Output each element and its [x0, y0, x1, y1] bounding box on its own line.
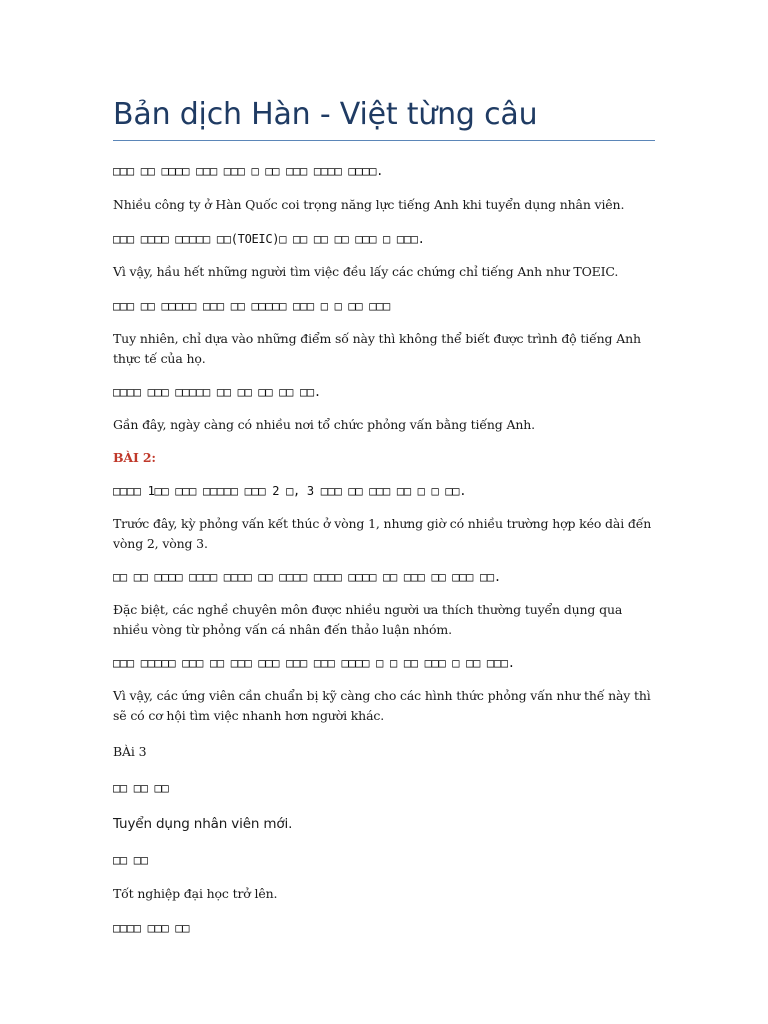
- document-title: Bản dịch Hàn - Việt từng câu: [113, 97, 538, 132]
- korean-sentence-7: □□□ □□□□□ □□□ □□ □□□ □□□ □□□ □□□ □□□□ □ □ □□ □□□ □ □□ □□□.: [113, 656, 515, 670]
- korean-sentence-5: □□□□ 1□□ □□□ □□□□□ □□□ 2 □, 3 □□□ □□ □□□ □□ □ □ □□.: [113, 484, 467, 498]
- section-heading-bai-2: BÀI 2:: [113, 450, 156, 465]
- korean-phrase-1: □□ □□ □□: [113, 781, 169, 795]
- document-body: [113, 161, 658, 938]
- document-page: [113, 0, 658, 938]
- vietnamese-sentence-4: Gần đây, ngày càng có nhiều nơi tổ chức phỏng vấn bằng tiếng Anh.: [113, 417, 535, 432]
- vietnamese-sentence-2: Vì vậy, hầu hết những người tìm việc đều lấy các chứng chỉ tiếng Anh như TOEIC.: [113, 264, 619, 279]
- korean-sentence-1: □□□ □□ □□□□ □□□ □□□ □ □□ □□□ □□□□ □□□□.: [113, 164, 384, 178]
- korean-sentence-3: □□□ □□ □□□□□ □□□ □□ □□□□□ □□□ □ □ □□ □□□: [113, 299, 390, 313]
- vietnamese-sentence-1: Nhiều công ty ở Hàn Quốc coi trọng năng lực tiếng Anh khi tuyển dụng nhân viên.: [113, 197, 625, 212]
- korean-sentence-6: □□ □□ □□□□ □□□□ □□□□ □□ □□□□ □□□□ □□□□ □□ □□□ □□ □□□ □□.: [113, 570, 501, 584]
- vietnamese-phrase-2: Tốt nghiệp đại học trở lên.: [113, 886, 278, 901]
- section-heading-bai-3: BÀi 3: [113, 744, 147, 759]
- korean-phrase-2: □□ □□: [113, 853, 148, 867]
- title-underline: [113, 140, 655, 141]
- vietnamese-phrase-1: Tuyển dụng nhân viên mới.: [113, 816, 293, 832]
- vietnamese-sentence-3: Tuy nhiên, chỉ dựa vào những điểm số này thì không thể biết được trình độ tiếng Anh thực tế của họ.: [113, 331, 641, 366]
- korean-phrase-3: □□□□ □□□ □□: [113, 921, 190, 935]
- korean-sentence-2: □□□ □□□□ □□□□□ □□(TOEIC)□ □□ □□ □□ □□□ □ □□□.: [113, 232, 425, 246]
- vietnamese-sentence-6: Đặc biệt, các nghề chuyên môn được nhiều người ưa thích thường tuyển dụng qua nhiều vòng từ phỏng vấn cá nhân đến thảo luận nhóm.: [113, 602, 623, 637]
- vietnamese-sentence-7: Vì vậy, các ứng viên cần chuẩn bị kỹ càng cho các hình thức phỏng vấn như thế này thì sẽ có cơ hội tìm việc nhanh hơn người khác.: [113, 688, 651, 723]
- korean-sentence-4: □□□□ □□□ □□□□□ □□ □□ □□ □□ □□.: [113, 385, 321, 399]
- vietnamese-sentence-5: Trước đây, kỳ phỏng vấn kết thúc ở vòng 1, nhưng giờ có nhiều trường hợp kéo dài đến vòng 2, vòng 3.: [113, 516, 652, 551]
